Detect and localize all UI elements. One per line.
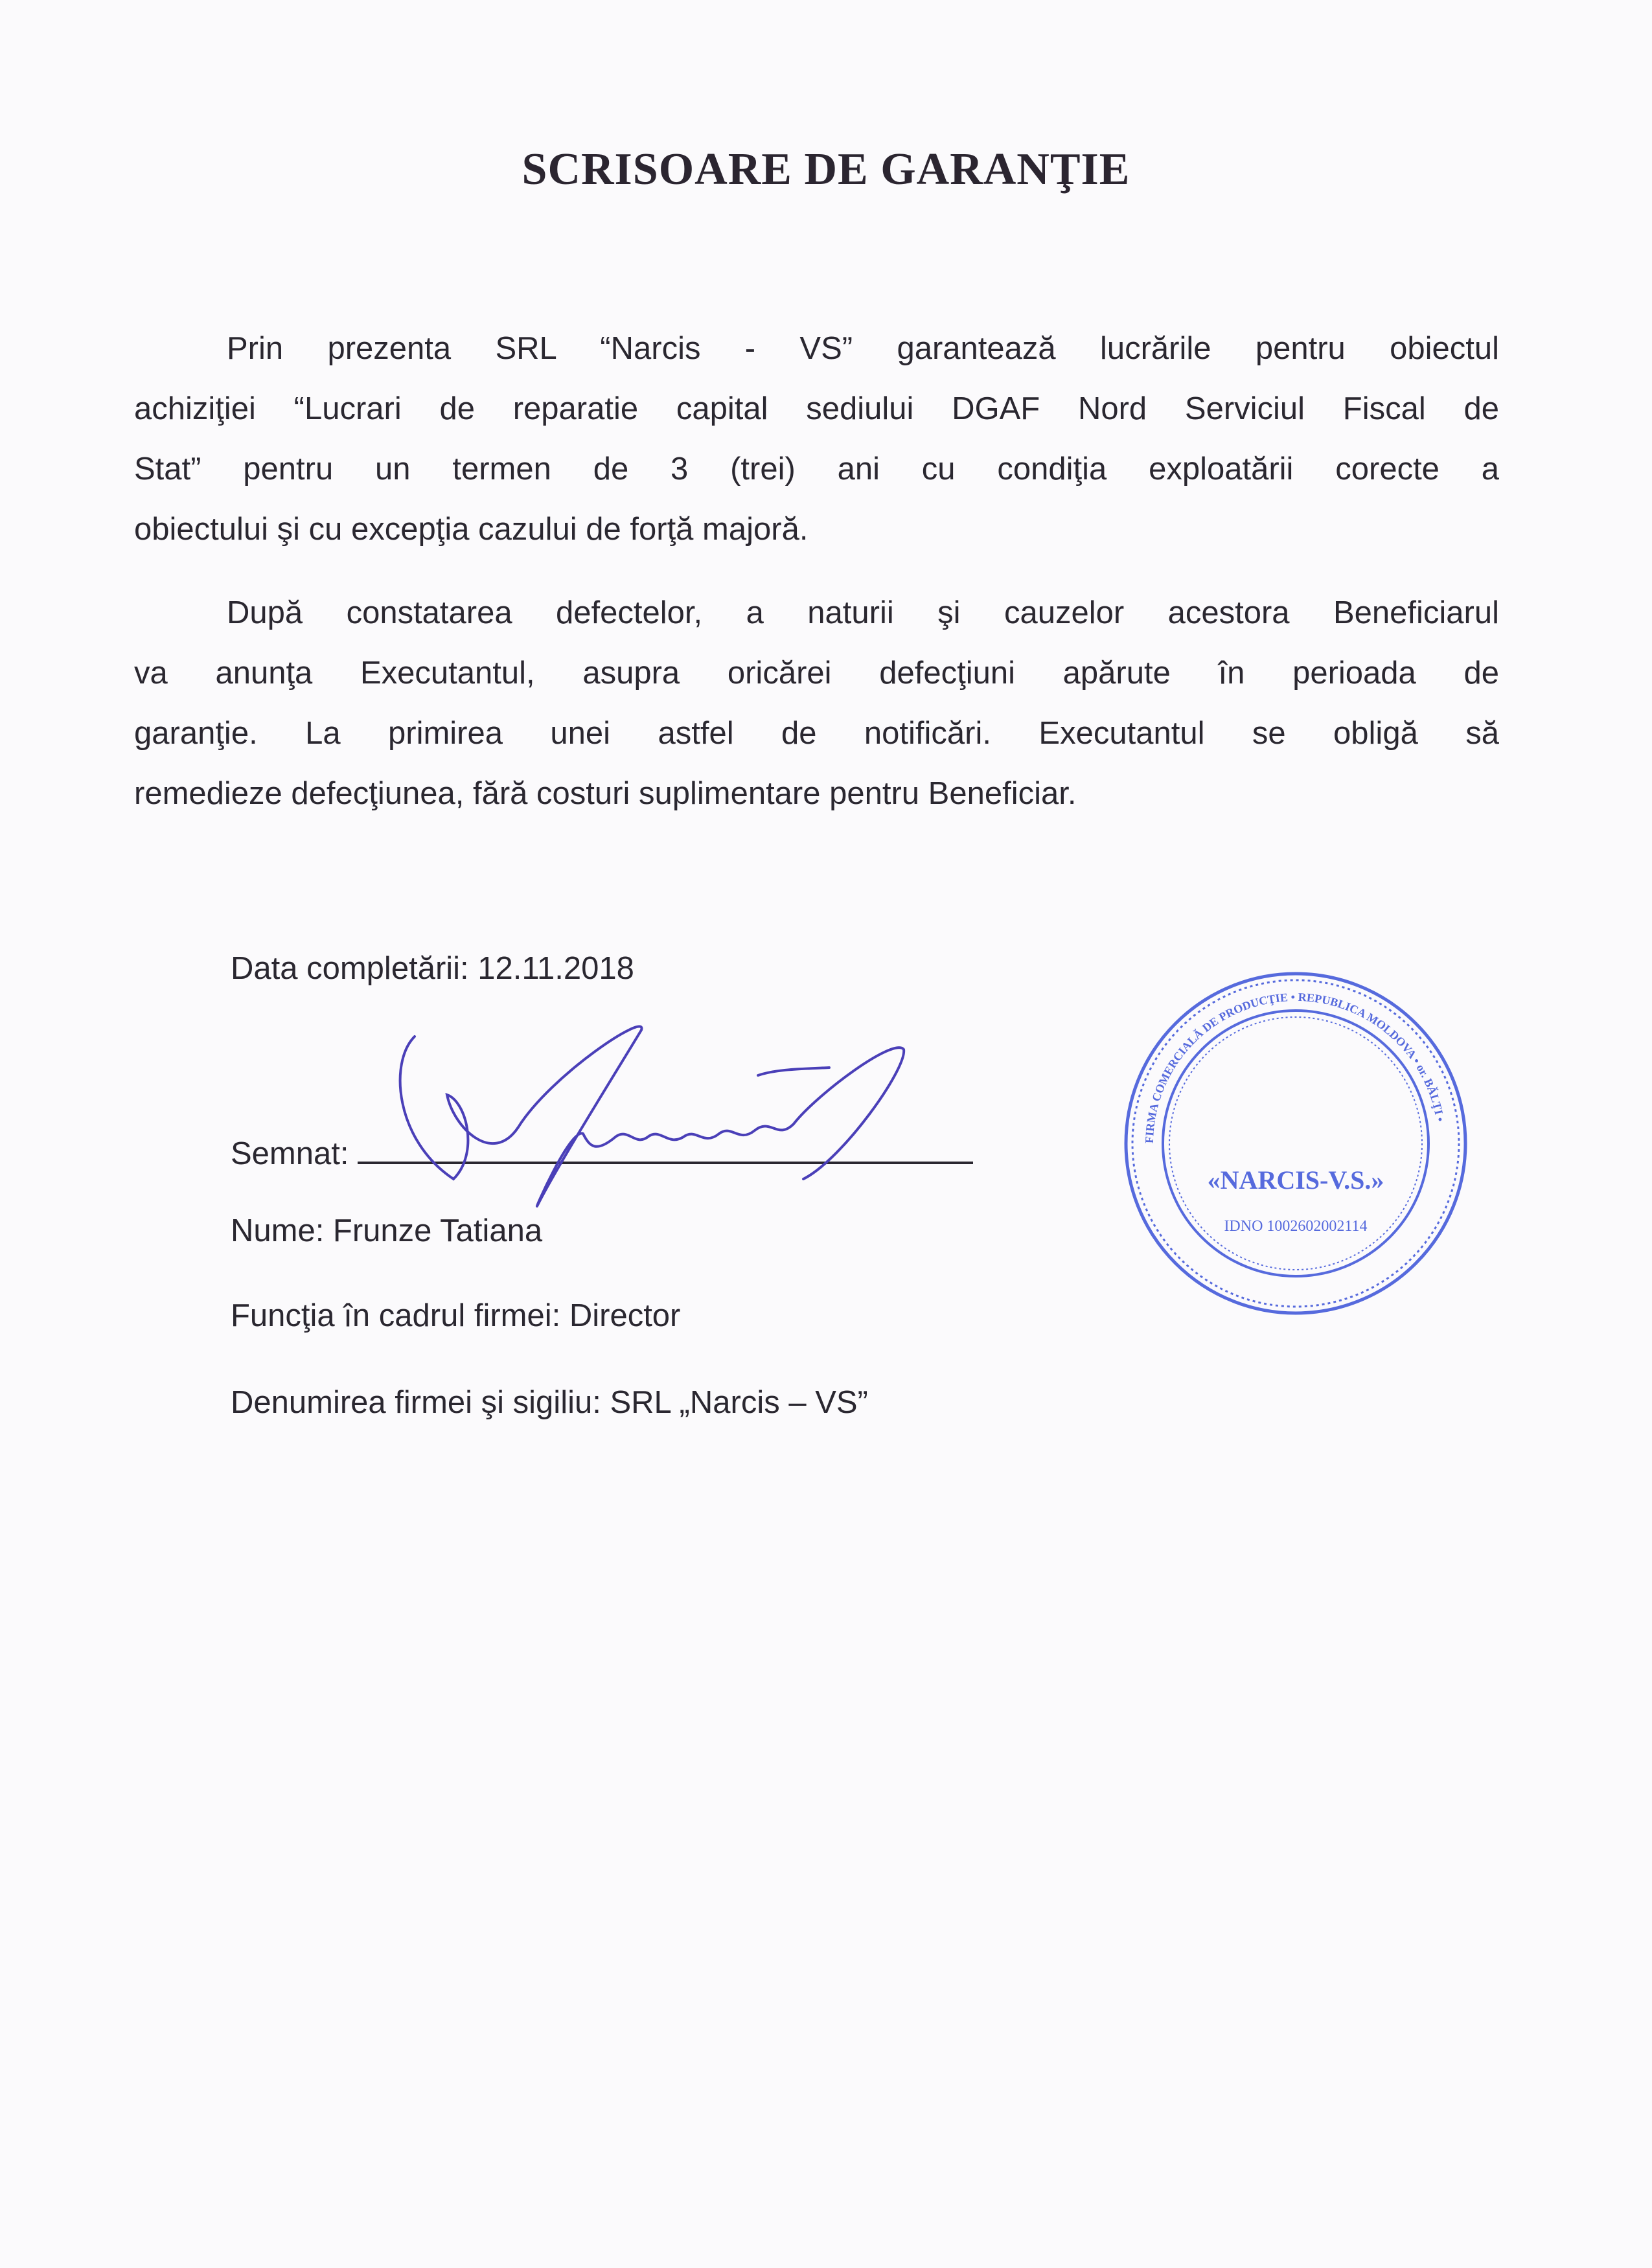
text-line: achiziţiei “Lucrari de reparatie capital sediului DGAF Nord Serviciul Fiscal de [134,391,1499,426]
paragraph-guarantee [134,319,1499,560]
position-field: Funcţia în cadrul firmei: Director [231,1298,681,1333]
company-field: Denumirea firmei şi sigiliu: SRL „Narcis – VS” [231,1385,868,1420]
text-line: va anunţa Executantul, asupra oricărei defecţiuni apărute în perioada de [134,656,1499,691]
seal-idno-text: IDNO 1002602002114 [1224,1218,1368,1235]
text-line: obiectului şi cu excepţia cazului de forţă majoră. [134,512,809,547]
svg-text:FIRMA COMERCIALĂ DE PRODUCŢIE [1143,991,1447,1143]
signed-label: Semnat: [231,1136,349,1171]
handwritten-signature [400,1027,904,1206]
text-line: garanţie. La primirea unei astfel de notificări. Executantul se obligă să [134,716,1499,751]
document-title: SCRISOARE DE GARANŢIE [522,144,1130,194]
text-line: După constatarea defectelor, a naturii şi cauzelor acestora Beneficiarul [227,595,1499,630]
text-line: Prin prezenta SRL “Narcis - VS” garantează lucrările pentru obiectul [227,331,1499,366]
text-line: Stat” pentru un termen de 3 (trei) ani cu condiţia exploatării corecte a [134,452,1499,487]
seal-ring-text: FIRMA COMERCIALĂ DE PRODUCŢIE • REPUBLICA MOLDOVA • or. BĂLŢI • [1142,990,1447,1144]
signature-line [358,1129,973,1164]
company-seal [1126,974,1465,1313]
signed-field [231,1129,973,1173]
completion-date: Data completării: 12.11.2018 [231,951,634,986]
name-field: Nume: Frunze Tatiana [231,1213,543,1248]
seal-center-text: «NARCIS-V.S.» [1207,1165,1384,1195]
text-line: remedieze defecţiunea, fără costuri suplimentare pentru Beneficiar. [134,776,1077,811]
paragraph-defects [134,583,1499,824]
